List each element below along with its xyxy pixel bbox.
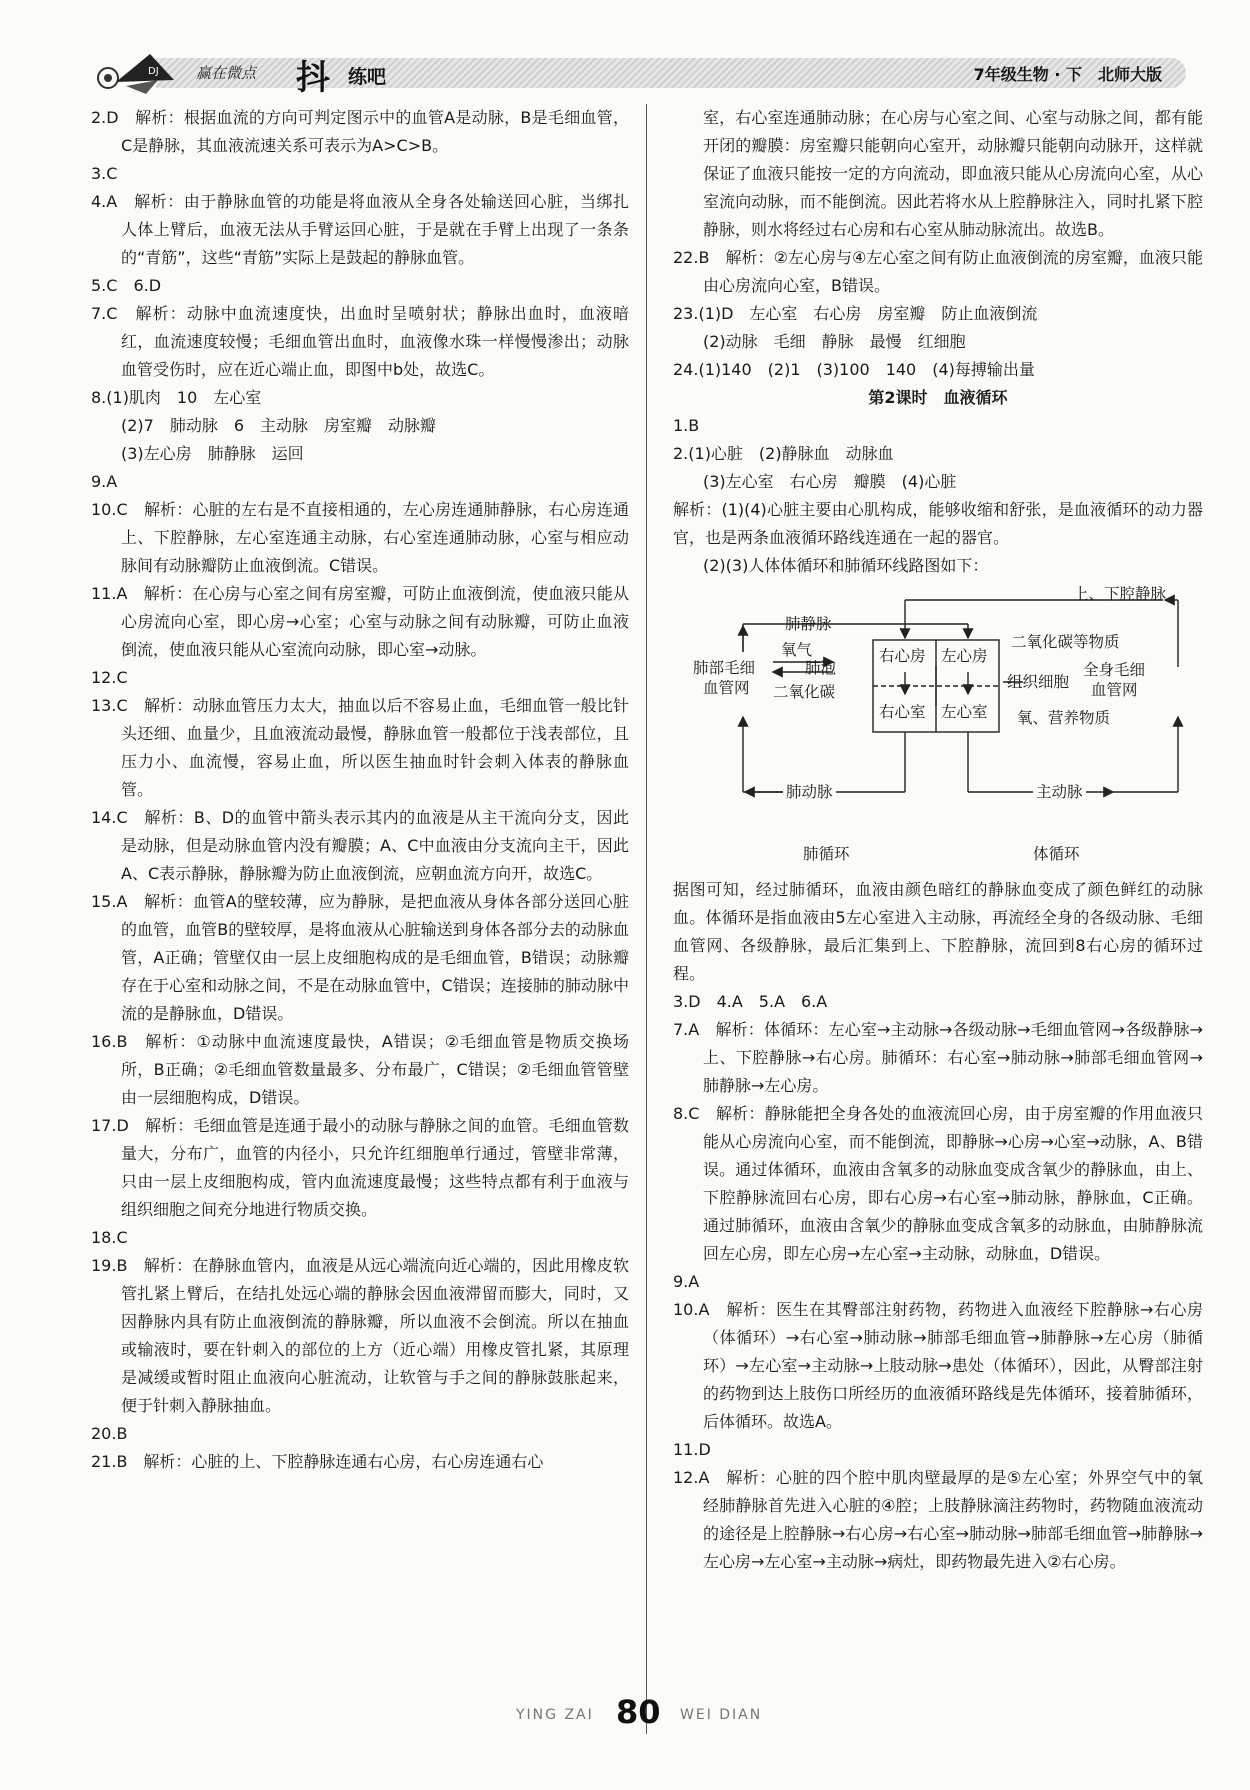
right-ventricle-label: 右心室 [879,703,926,721]
answer-item: 11.D [673,1440,711,1459]
answer-item: 8.(1)肌肉 10 左心室 [91,388,262,407]
answer-item: 12.C [91,668,128,687]
page-header [86,50,1196,96]
circulation-diagram [673,582,1203,872]
left-atrium-label: 左心房 [941,647,988,665]
pulmonary-vein-label: 肺静脉 [785,615,832,633]
body-capillary-label-2: 血管网 [1091,681,1138,699]
answer-item: 11.A 解析：在心房与心室之间有房室瓣，可防止血液倒流，使血液只能从心房流向心室，即心房→心室；心室与动脉之间有动脉瓣，可防止血液倒流，使血液只能从心室流向动脉，即心室→动脉。 [91,584,629,659]
answer-item: 21.B 解析：心脏的上、下腔静脉连通右心房，右心房连通右心 [91,1452,544,1471]
answer-item: 5.C 6.D [91,276,162,295]
page-number: 80 [616,1693,661,1731]
lung-capillary-label: 肺部毛细 [693,659,756,677]
left-ventricle-label: 左心室 [941,703,988,721]
answer-item: 4.A 解析：由于静脉血管的功能是将血液从全身各处输送回心脏，当绑扎人体上臂后，血液无法从手臂运回心脏，于是就在手臂上出现了一条条的“青筋”，这些“青筋”实际上是鼓起的静脉血管。 [91,192,629,267]
co2-waste-label: 二氧化碳等物质 [1011,633,1120,651]
lung-capillary-label-2: 血管网 [703,679,750,697]
book-info: 7年级生物 · 下 北师大版 [973,65,1162,84]
body-capillary-label: 全身毛细 [1083,661,1146,679]
page-footer [0,1693,1250,1733]
brand-big-text: 抖 [296,58,328,98]
answer-item: 10.A 解析：医生在其臀部注射药物，药物进入血液经下腔静脉→右心房（体循环）→右心室→肺动脉→肺部毛细血管→肺静脉→左心房（肺循环）→左心室→主动脉→上肢动脉→患处（体循环），因此，从臀部注射的药物到达上肢伤口所经历的血液循环路线是先体循环，接着肺循环，后体循环。故选A。 [673,1300,1203,1431]
answer-item: 10.C 解析：心脏的左右是不直接相通的，左心房连通肺静脉，右心房连通上、下腔静脉，左心室连通主动脉，右心室连通肺动脉，心室与相应动脉间有动脉瓣防止血液倒流。C错误。 [91,500,629,575]
answer-item: 23.(1)D 左心室 右心房 房室瓣 防止血液倒流 [673,304,1038,323]
circulation-diagram-lines [673,582,1203,872]
answer-item: 19.B 解析：在静脉血管内，血液是从远心端流向近心端的，因此用橡皮软管扎紧上臂后，在结扎处远心端的静脉会因血液滞留而膨大，同时，又因静脉内具有防止血液倒流的静脉瓣，所以血液不会倒流。所以在抽血或输液时，要在针刺入的部位的上方（近心端）用橡皮管扎紧，其原理是减缓或暂时阻止血液向心脏流动，让软管与手之间的静脉鼓胀起来，便于针刺入静脉抽血。 [91,1256,629,1415]
answer-item: 13.C 解析：动脉血管压力太大，抽血以后不容易止血，毛细血管一般比针头还细、血量少，且血液流动最慢，静脉血管一般都位于浅表部位，且压力小、血流慢，容易止血，所以医生抽血时针会刺入体表的静脉血管。 [91,696,629,799]
explanation: (2)(3)人体体循环和肺循环线路图如下： [703,556,989,575]
answer-item: 3.D 4.A 5.A 6.A [673,992,828,1011]
footer-right-text: WEI DIAN [680,1707,763,1723]
answer-item: (3)左心室 右心房 瓣膜 (4)心脏 [703,472,957,491]
answer-item: 20.B [91,1424,128,1443]
right-column [673,104,1203,1576]
answer-continuation: 室，右心室连通肺动脉；在心房与心室之间、心室与动脉之间，都有能开闭的瓣膜：房室瓣只能朝向心室开，动脉瓣只能朝向动脉开，这样就保证了血液只能按一定的方向流动，即血液只能从心房流向心室，从心室流向动脉，而不能倒流。因此若将水从上腔静脉注入，同时扎紧下腔静脉，则水将经过右心房和右心室从肺动脉流出。故选B。 [703,108,1203,239]
footer-left-text: YING ZAI [516,1707,594,1723]
answer-item: 17.D 解析：毛细血管是连通于最小的动脉与静脉之间的血管。毛细血管数量大，分布广，血管的内径小，只允许红细胞单行通过，管壁非常薄，只由一层上皮细胞构成，管内血流速度最慢；这些特点都有利于血液与组织细胞之间充分地进行物质交换。 [91,1116,629,1219]
answer-item: 1.B [673,416,700,435]
answer-item: (2)7 肺动脉 6 主动脉 房室瓣 动脉瓣 [121,416,437,435]
answer-item: 2.(1)心脏 (2)静脉血 动脉血 [673,444,894,463]
brand-logo-icon [86,50,196,96]
oxygen-label: 氧气 [781,641,813,659]
answer-item: 9.A [673,1272,700,1291]
answer-item: 18.C [91,1228,128,1247]
answer-item: 9.A [91,472,118,491]
answer-item: 12.A 解析：心脏的四个腔中肌肉壁最厚的是⑤左心室；外界空气中的氧经肺静脉首先进入心脏的④腔；上肢静脉滴注药物时，药物随血液流动的途径是上腔静脉→右心房→右心室→肺动脉→肺部毛细血管→肺静脉→左心房→左心室→主动脉→病灶，即药物最先进入②右心房。 [673,1468,1203,1571]
co2-label: 二氧化碳 [773,683,836,701]
answer-item: 8.C 解析：静脉能把全身各处的血液流回心房，由于房室瓣的作用血液只能从心房流向心室，而不能倒流，即静脉→心房→心室→动脉，A、B错误。通过体循环，血液由含氧多的动脉血变成含氧少的静脉血，由上、下腔静脉流回右心房，即右心房→右心室→肺动脉，静脉血，C正确。通过肺循环，血液由含氧少的静脉血变成含氧多的动脉血，由肺静脉流回左心房，即左心房→左心室→主动脉，动脉血，D错误。 [673,1104,1203,1263]
brand-small-text: 赢在微点 [196,64,257,82]
explanation: 解析：(1)(4)心脏主要由心肌构成，能够收缩和舒张，是血液循环的动力器官，也是两条血液循环路线连通在一起的器官。 [673,500,1203,547]
answer-item: 24.(1)140 (2)1 (3)100 140 (4)每搏输出量 [673,360,1035,379]
column-divider [646,104,647,1734]
answer-item: (3)左心房 肺静脉 运回 [121,444,304,463]
section-title: 第2课时 血液循环 [868,388,1008,407]
alveoli-label: 肺泡 [805,659,837,677]
answer-item: (2)动脉 毛细 静脉 最慢 红细胞 [703,332,966,351]
systemic-circulation-label: 体循环 [1033,845,1080,863]
explanation: 据图可知，经过肺循环，血液由颜色暗红的静脉血变成了颜色鲜红的动脉血。体循环是指血液由5左心室进入主动脉，再流经全身的各级动脉、毛细血管网、各级静脉，最后汇集到上、下腔静脉，流回到8右心房的循环过程。 [673,880,1203,983]
answer-item: 22.B 解析：②左心房与④左心室之间有防止血液倒流的房室瓣，血液只能由心房流向心室，B错误。 [673,248,1203,295]
answer-item: 3.C [91,164,118,183]
aorta-label: 主动脉 [1033,782,1086,802]
right-atrium-label: 右心房 [879,647,926,665]
answer-item: 7.A 解析：体循环：左心室→主动脉→各级动脉→毛细血管网→各级静脉→上、下腔静脉→右心房。肺循环：右心室→肺动脉→肺部毛细血管网→肺静脉→左心房。 [673,1020,1203,1095]
answer-item: 14.C 解析：B、D的血管中箭头表示其内的血液是从主干流向分支，因此是动脉，但是动脉血管内没有瓣膜；A、C中血液由分支流向主干，因此A、C表示静脉，静脉瓣为防止血液倒流，应朝血流方向开，故选C。 [91,808,629,883]
left-column [91,104,629,1476]
vena-cava-label: 上、下腔静脉 [1073,585,1167,603]
answer-item: 15.A 解析：血管A的壁较薄，应为静脉，是把血液从身体各部分送回心脏的血管，血管B的壁较厚，是将血液从心脏输送到身体各部分去的动脉血管，A正确；管壁仅由一层上皮细胞构成的是毛细血管，B错误；动脉瓣存在于心室和动脉之间，不是在动脉血管中，C错误；连接肺的肺动脉中流的是静脉血，D错误。 [91,892,629,1023]
pulmonary-artery-label: 肺动脉 [783,782,836,802]
oxygen-nutrients-label: 氧、营养物质 [1017,709,1111,727]
answer-item: 7.C 解析：动脉中血流速度快，出血时呈喷射状；静脉出血时，血液暗红，血流速度较慢；毛细血管出血时，血液像水珠一样慢慢渗出；动脉血管受伤时，应在近心端止血，即图中b处，故选C。 [91,304,629,379]
answer-item: 2.D 解析：根据血流的方向可判定图示中的血管A是动脉，B是毛细血管，C是静脉，其血液流速关系可表示为A>C>B。 [91,108,629,155]
brand-big2-text: 练吧 [348,66,387,88]
pulmonary-circulation-label: 肺循环 [803,845,850,863]
svg-text:DJ: DJ [148,66,159,77]
answer-item: 16.B 解析：①动脉中血流速度最快，A错误；②毛细血管是物质交换场所，B正确；②毛细血管数量最多、分布最广，C错误；②毛细血管管壁由一层细胞构成，D错误。 [91,1032,629,1107]
tissue-cells-label: 组织细胞 [1007,673,1070,691]
